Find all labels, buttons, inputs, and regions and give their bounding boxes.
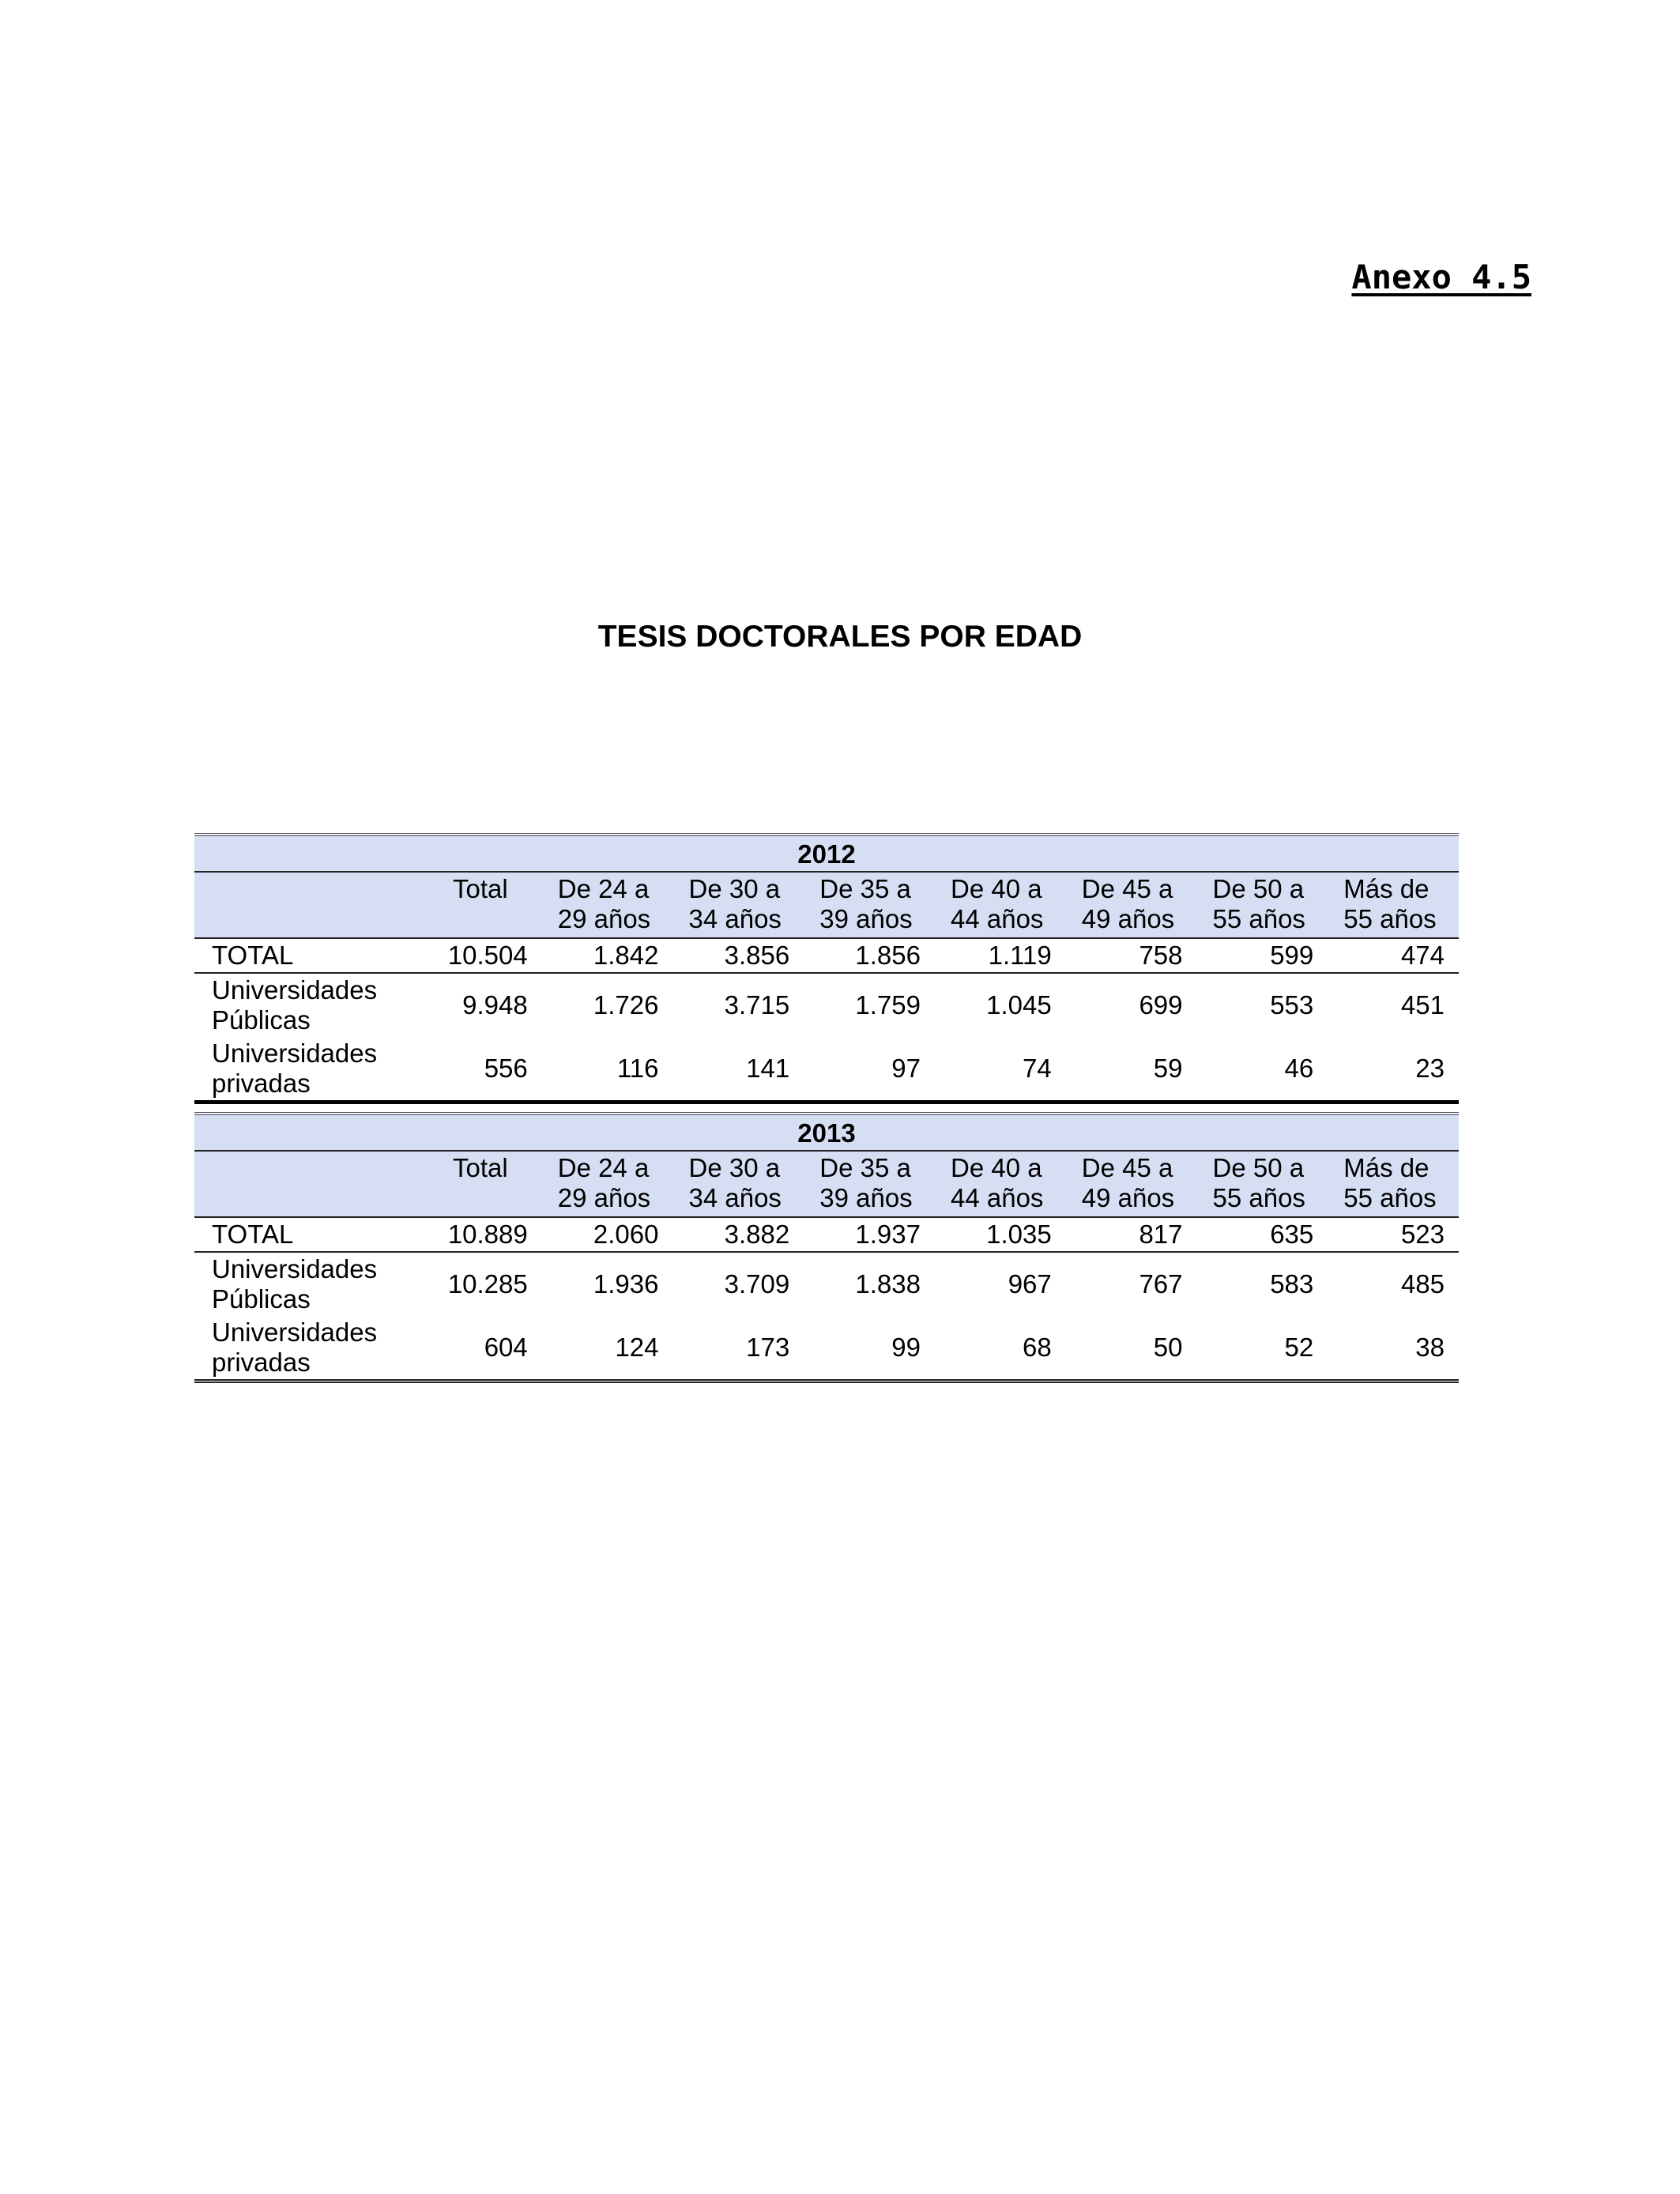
table-cell: 2.060 [542, 1217, 673, 1252]
header-blank-cell [194, 872, 411, 938]
table-cell: 1.856 [804, 938, 935, 973]
table-cell: 173 [673, 1316, 804, 1382]
table-cell: 1.838 [855, 1269, 921, 1299]
table-cell: 3.709 [724, 1269, 790, 1299]
column-header-line2: 44 años [951, 904, 1044, 933]
column-header-line1: De 40 a [951, 1153, 1042, 1182]
table-row [194, 938, 1459, 973]
table-cell: 523 [1328, 1217, 1459, 1252]
table-cell: 10.889 [411, 1217, 542, 1252]
table-cell: 1.726 [593, 990, 659, 1020]
row-label-line2: privadas [212, 1069, 311, 1098]
column-header-line2: 29 años [557, 1183, 651, 1212]
row-label-line1: Universidades [212, 1039, 378, 1068]
year-header: 2012 [194, 835, 1459, 872]
column-header-line2: 49 años [1081, 1183, 1175, 1212]
column-header-line1: De 40 a [951, 874, 1042, 903]
column-header-line1: De 30 a [688, 1153, 781, 1182]
column-header-line2: 29 años [557, 904, 651, 933]
table-cell: 50 [1066, 1316, 1197, 1382]
column-header-line2: 55 años [1343, 1183, 1437, 1212]
table-cell: 1.936 [593, 1269, 659, 1299]
table-2012 [194, 833, 1459, 1104]
column-header-line2: 49 años [1081, 904, 1175, 933]
row-label-line1: Universidades [212, 975, 378, 1005]
table-cell: 46 [1197, 1037, 1328, 1103]
table-cell: 124 [542, 1316, 673, 1382]
row-label [194, 1037, 411, 1103]
table-row [194, 1037, 1459, 1103]
row-label-line2: Públicas [212, 1005, 311, 1035]
table-cell: 553 [1270, 990, 1314, 1020]
column-header-line1: Total [453, 1153, 508, 1182]
table-cell: 817 [1066, 1217, 1197, 1252]
table-cell: 3.882 [673, 1217, 804, 1252]
table-cell: 116 [542, 1037, 673, 1103]
table-cell: 451 [1400, 990, 1445, 1020]
year-header: 2013 [194, 1114, 1459, 1151]
table-cell: 141 [673, 1037, 804, 1103]
table-cell: 1.842 [542, 938, 673, 973]
table-row [194, 973, 1459, 1037]
column-header [1328, 872, 1459, 938]
table-cell: 10.504 [411, 938, 542, 973]
column-header-line1: De 24 a [557, 874, 650, 903]
column-header [804, 1151, 935, 1217]
table-cell: 967 [1008, 1269, 1052, 1299]
table-cell: 1.045 [986, 990, 1052, 1020]
table-cell: 74 [935, 1037, 1066, 1103]
table-cell: 59 [1066, 1037, 1197, 1103]
row-label [194, 1316, 411, 1382]
column-header-line2: 34 años [688, 1183, 782, 1212]
column-header-line2: 34 años [688, 904, 782, 933]
column-header [1197, 1151, 1328, 1217]
table-cell: 758 [1066, 938, 1197, 973]
column-header-line2: 55 años [1212, 1183, 1305, 1212]
table-cell: 635 [1197, 1217, 1328, 1252]
column-header-line1: De 35 a [819, 874, 911, 903]
column-header [1328, 1151, 1459, 1217]
column-header [673, 1151, 804, 1217]
column-header-line1: De 45 a [1081, 874, 1173, 903]
column-header-line2: 55 años [1343, 904, 1437, 933]
table-row [194, 1252, 1459, 1316]
table-row [194, 1316, 1459, 1382]
row-label-line2: privadas [212, 1348, 311, 1377]
table-cell: 3.715 [724, 990, 790, 1020]
row-label-line1: Universidades [212, 1318, 378, 1347]
column-header-line2: 55 años [1212, 904, 1305, 933]
row-label [194, 1217, 411, 1252]
column-header-line1: Más de [1343, 1153, 1430, 1182]
table-row [194, 1217, 1459, 1252]
document-title: TESIS DOCTORALES POR EDAD [597, 620, 1083, 654]
column-header [542, 1151, 673, 1217]
table-cell: 9.948 [462, 990, 528, 1020]
column-header-line1: Más de [1343, 874, 1430, 903]
table-cell: 1.759 [855, 990, 921, 1020]
header-blank-cell [194, 1151, 411, 1217]
column-header-line2: 44 años [951, 1183, 1044, 1212]
column-header [935, 872, 1066, 938]
column-header [935, 1151, 1066, 1217]
table-cell: 767 [1139, 1269, 1183, 1299]
table-cell: 97 [804, 1037, 935, 1103]
column-header [542, 872, 673, 938]
row-label-line1: TOTAL [212, 941, 294, 970]
column-header-line2: 39 años [819, 1183, 913, 1212]
tables-container [194, 833, 1459, 1383]
table-cell: 1.119 [935, 938, 1066, 973]
table-cell: 699 [1139, 990, 1183, 1020]
column-header-line1: De 50 a [1212, 874, 1305, 903]
table-cell: 23 [1328, 1037, 1459, 1103]
table-cell: 474 [1328, 938, 1459, 973]
table-cell: 599 [1197, 938, 1328, 973]
row-label [194, 1252, 411, 1316]
column-header [804, 872, 935, 938]
row-label-line1: TOTAL [212, 1220, 294, 1249]
column-header-line1: De 50 a [1212, 1153, 1305, 1182]
column-header [411, 872, 542, 938]
row-label [194, 938, 411, 973]
column-header-line1: De 35 a [819, 1153, 911, 1182]
table-cell: 556 [411, 1037, 542, 1103]
column-header-line1: De 30 a [688, 874, 781, 903]
table-cell: 583 [1270, 1269, 1314, 1299]
table-cell: 52 [1197, 1316, 1328, 1382]
column-header [411, 1151, 542, 1217]
annex-label: Anexo 4.5 [1351, 258, 1531, 296]
table-cell: 10.285 [447, 1269, 528, 1299]
column-header-line1: De 24 a [557, 1153, 650, 1182]
column-header-line1: Total [453, 874, 508, 903]
table-cell: 38 [1328, 1316, 1459, 1382]
column-header [1197, 872, 1328, 938]
row-label-line2: Públicas [212, 1284, 311, 1314]
row-label-line1: Universidades [212, 1254, 378, 1284]
table-gap [194, 1104, 1459, 1112]
column-header-line1: De 45 a [1081, 1153, 1173, 1182]
table-cell: 1.035 [935, 1217, 1066, 1252]
table-cell: 3.856 [673, 938, 804, 973]
table-cell: 485 [1400, 1269, 1445, 1299]
row-label [194, 973, 411, 1037]
table-2013 [194, 1112, 1459, 1383]
column-header [673, 872, 804, 938]
column-header-line2: 39 años [819, 904, 913, 933]
table-cell: 604 [411, 1316, 542, 1382]
table-cell: 99 [804, 1316, 935, 1382]
table-cell: 1.937 [804, 1217, 935, 1252]
table-cell: 68 [935, 1316, 1066, 1382]
column-header [1066, 1151, 1197, 1217]
column-header [1066, 872, 1197, 938]
